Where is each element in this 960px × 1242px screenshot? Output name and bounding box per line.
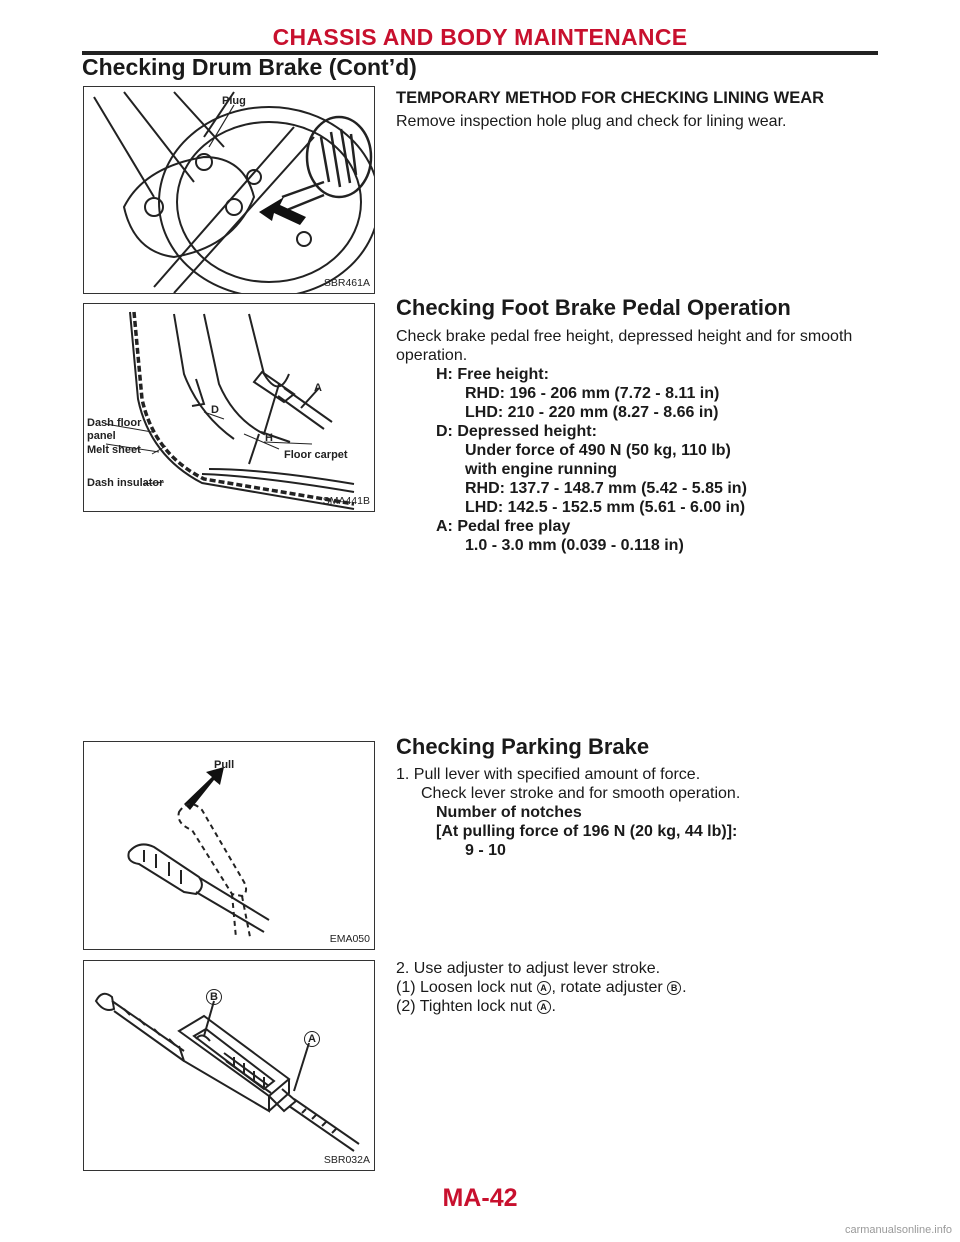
rotate-text: , rotate adjuster xyxy=(551,979,668,996)
watermark: carmanualsonline.info xyxy=(844,1224,952,1236)
depressed-force-line2: with engine running xyxy=(465,461,617,478)
free-height-label: H: Free height: xyxy=(436,366,549,383)
circle-a-2: A xyxy=(537,1000,551,1014)
label-panel: panel xyxy=(87,430,116,442)
chapter-title: CHASSIS AND BODY MAINTENANCE xyxy=(272,24,688,50)
lining-heading: TEMPORARY METHOD FOR CHECKING LINING WEAR xyxy=(396,89,825,107)
figure-adjuster xyxy=(83,960,375,1171)
page-number: MA-42 xyxy=(442,1184,518,1212)
parking-step1: 1. Pull lever with specified amount of force. xyxy=(396,766,701,783)
circle-a: A xyxy=(537,981,551,995)
label-a-circle xyxy=(304,1031,320,1047)
label-floor-carpet: Floor carpet xyxy=(284,449,348,461)
pedal-heading: Checking Foot Brake Pedal Operation xyxy=(396,295,791,320)
depressed-height-label: D: Depressed height: xyxy=(436,423,597,440)
label-plug: Plug xyxy=(222,95,246,107)
notches-label: Number of notches xyxy=(436,804,582,821)
label-melt-sheet: Melt sheet xyxy=(87,444,141,456)
depressed-height-lhd: LHD: 142.5 - 152.5 mm (5.61 - 6.00 in) xyxy=(465,499,746,516)
inspection-plug-illustration xyxy=(84,87,374,293)
label-pull: Pull xyxy=(214,759,235,771)
parking-step2: 2. Use adjuster to adjust lever stroke. xyxy=(396,960,661,977)
label-d: D xyxy=(211,404,219,416)
notches-force: [At pulling force of 196 N (20 kg, 44 lb)]: xyxy=(436,823,738,840)
depressed-force-line1: Under force of 490 N (50 kg, 110 lb) xyxy=(465,442,731,459)
label-b: B xyxy=(210,991,218,1003)
tighten-end: . xyxy=(551,998,556,1015)
free-play-label: A: Pedal free play xyxy=(436,518,571,535)
circle-b: B xyxy=(667,981,681,995)
tighten-text: (2) Tighten lock nut xyxy=(396,998,537,1015)
adjuster-illustration xyxy=(84,961,374,1170)
parking-heading: Checking Parking Brake xyxy=(396,734,650,759)
loosen-text: (1) Loosen lock nut xyxy=(396,979,537,996)
label-dash-insulator: Dash insulator xyxy=(87,477,164,489)
parking-step2-loosen xyxy=(396,978,687,997)
free-height-lhd: LHD: 210 - 220 mm (8.27 - 8.66 in) xyxy=(465,404,719,421)
figure-inspection-plug xyxy=(83,86,375,294)
figure-code-ema050: EMA050 xyxy=(329,933,370,945)
label-b-circle xyxy=(206,989,222,1005)
figure-parking-lever xyxy=(83,741,375,950)
pedal-intro-line2: operation. xyxy=(396,347,468,364)
figure-pedal-height xyxy=(83,303,375,512)
figure-code-sma441b: SMA441B xyxy=(322,495,370,507)
figure-code-sbr032a: SBR032A xyxy=(323,1154,370,1166)
free-play-value: 1.0 - 3.0 mm (0.039 - 0.118 in) xyxy=(465,537,684,554)
depressed-height-rhd: RHD: 137.7 - 148.7 mm (5.42 - 5.85 in) xyxy=(465,480,747,497)
pedal-intro-line1: Check brake pedal free height, depressed height and for smooth xyxy=(396,328,853,345)
section-title: Checking Drum Brake (Cont’d) xyxy=(82,54,417,80)
label-h: H xyxy=(265,432,273,444)
notches-value: 9 - 10 xyxy=(465,842,506,859)
label-dash-floor: Dash floor xyxy=(87,417,142,429)
free-height-rhd: RHD: 196 - 206 mm (7.72 - 8.11 in) xyxy=(465,385,720,402)
parking-step2-tighten xyxy=(396,997,556,1016)
parking-step1-check: Check lever stroke and for smooth operation. xyxy=(421,785,741,802)
parking-lever-illustration xyxy=(84,742,374,949)
lining-text: Remove inspection hole plug and check for lining wear. xyxy=(396,113,787,130)
figure-code-sbr461a: SBR461A xyxy=(323,277,370,289)
label-a: A xyxy=(314,382,322,394)
label-a: A xyxy=(308,1033,316,1045)
loosen-end: . xyxy=(682,979,687,996)
